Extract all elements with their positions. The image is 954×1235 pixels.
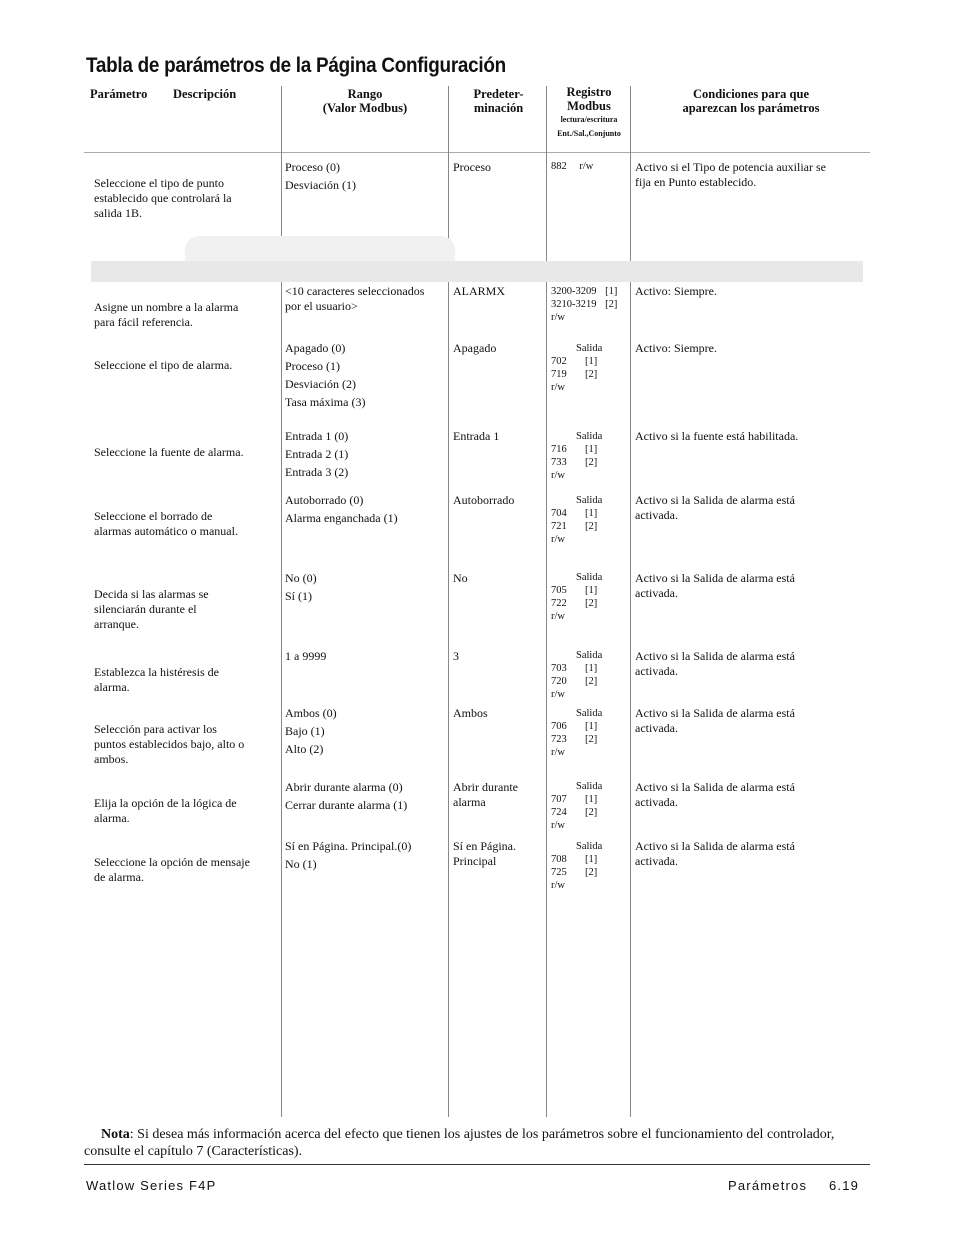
condition-line: activada. bbox=[635, 854, 678, 868]
register-index: [2] bbox=[585, 867, 598, 878]
row-default bbox=[453, 706, 488, 721]
description-line: establecido que controlará la bbox=[94, 191, 232, 205]
register-number: 708 bbox=[551, 854, 567, 865]
default-value: Entrada 1 bbox=[453, 429, 500, 443]
register-rw: r/w bbox=[551, 689, 565, 700]
range-option: Cerrar durante alarma (1) bbox=[285, 798, 408, 812]
register-salida: Salida bbox=[576, 572, 603, 583]
condition-line: fija en Punto establecido. bbox=[635, 175, 757, 189]
row-default bbox=[453, 341, 496, 356]
register-number: 719 bbox=[551, 369, 567, 380]
register-index: [1] bbox=[605, 286, 618, 297]
register-rw: r/w bbox=[551, 880, 565, 891]
register-line bbox=[551, 793, 602, 806]
default-value: Principal bbox=[453, 854, 497, 868]
condition-line: Activo si la fuente está habilitada. bbox=[635, 429, 799, 443]
description-line: alarma. bbox=[94, 680, 130, 694]
range-option: Desviación (2) bbox=[285, 377, 356, 391]
default-value: Apagado bbox=[453, 341, 497, 355]
condition-line: Activo si la Salida de alarma está bbox=[635, 706, 795, 720]
register-salida: Salida bbox=[576, 650, 603, 661]
register-number: 716 bbox=[551, 444, 567, 455]
row-conditions bbox=[635, 780, 865, 810]
register-index: [1] bbox=[585, 585, 598, 596]
condition-line: activada. bbox=[635, 586, 678, 600]
header-rango bbox=[285, 87, 445, 115]
register-line bbox=[551, 520, 602, 533]
register-index: [2] bbox=[585, 369, 598, 380]
row-register bbox=[551, 494, 602, 546]
register-index: [2] bbox=[605, 299, 618, 310]
description-line: ambos. bbox=[94, 752, 129, 766]
range-option: Desviación (1) bbox=[285, 178, 356, 192]
footer-page-number: 6.19 bbox=[829, 1178, 860, 1193]
row-default bbox=[453, 649, 459, 664]
row-description bbox=[94, 855, 280, 885]
row-conditions bbox=[635, 429, 865, 444]
range-option: Entrada 1 (0) bbox=[285, 429, 349, 443]
register-line bbox=[551, 285, 617, 298]
register-rw: r/w bbox=[551, 312, 565, 323]
header-cond-line1: Condiciones para que bbox=[693, 87, 809, 101]
register-line bbox=[551, 853, 602, 866]
register-line bbox=[551, 298, 617, 311]
register-rw: r/w bbox=[551, 534, 565, 545]
default-value: Autoborrado bbox=[453, 493, 515, 507]
row-range bbox=[285, 839, 411, 875]
row-description bbox=[94, 796, 279, 826]
description-line: salida 1B. bbox=[94, 206, 142, 220]
row-conditions bbox=[635, 571, 865, 601]
register-index: [1] bbox=[585, 794, 598, 805]
row-conditions bbox=[635, 341, 865, 356]
header-rango-line1: Rango bbox=[347, 87, 383, 101]
condition-line: Activo si la Salida de alarma está bbox=[635, 839, 795, 853]
register-number: 725 bbox=[551, 867, 567, 878]
register-index: [1] bbox=[585, 721, 598, 732]
range-option: Sí (1) bbox=[285, 589, 312, 603]
register-line bbox=[551, 368, 602, 381]
register-line bbox=[551, 597, 602, 610]
row-register bbox=[551, 649, 602, 701]
condition-line: Activo si el Tipo de potencia auxiliar se bbox=[635, 160, 826, 174]
row-default bbox=[453, 780, 518, 810]
register-index: [1] bbox=[585, 356, 598, 367]
description-line: alarmas automático o manual. bbox=[94, 524, 238, 538]
section-band bbox=[91, 261, 863, 282]
range-option: Ambos (0) bbox=[285, 706, 337, 720]
default-value: Ambos bbox=[453, 706, 488, 720]
default-value: 3 bbox=[453, 649, 459, 663]
row-range bbox=[285, 429, 348, 483]
row-range bbox=[285, 284, 445, 314]
register-line bbox=[551, 662, 602, 675]
row-range bbox=[285, 341, 365, 413]
description-line: Establezca la histéresis de bbox=[94, 665, 219, 679]
register-number: 705 bbox=[551, 585, 567, 596]
footer-brand: Watlow Series F4P bbox=[86, 1178, 217, 1193]
description-line: Seleccione el tipo de punto bbox=[94, 176, 224, 190]
register-line bbox=[551, 720, 602, 733]
default-value: alarma bbox=[453, 795, 486, 809]
header-predeterminacion bbox=[452, 87, 545, 115]
condition-line: Activo: Siempre. bbox=[635, 284, 717, 298]
register-line bbox=[551, 675, 602, 688]
row-range bbox=[285, 780, 407, 816]
register-line bbox=[551, 355, 602, 368]
range-option: Bajo (1) bbox=[285, 724, 325, 738]
register-number: 706 bbox=[551, 721, 567, 732]
register-number: 721 bbox=[551, 521, 567, 532]
description-line: Asigne un nombre a la alarma bbox=[94, 300, 239, 314]
row-register bbox=[551, 342, 602, 394]
register-index: [2] bbox=[585, 734, 598, 745]
description-line: arranque. bbox=[94, 617, 139, 631]
header-registro-sub2: Ent./Sal.,Conjunto bbox=[557, 129, 621, 138]
description-line: de alarma. bbox=[94, 870, 144, 884]
row-conditions bbox=[635, 284, 865, 299]
row-range bbox=[285, 493, 398, 529]
row-default bbox=[453, 284, 505, 299]
range-option: Alarma enganchada (1) bbox=[285, 511, 398, 525]
default-value: Abrir durante bbox=[453, 780, 518, 794]
page-title: Tabla de parámetros de la Página Configuración bbox=[86, 54, 506, 77]
description-line: puntos establecidos bajo, alto o bbox=[94, 737, 245, 751]
row-range bbox=[285, 571, 317, 607]
row-register bbox=[551, 840, 602, 892]
register-index: [1] bbox=[585, 508, 598, 519]
header-parametro: Parámetro bbox=[90, 87, 148, 101]
register-index: [1] bbox=[585, 444, 598, 455]
register-index: [2] bbox=[585, 598, 598, 609]
row-range bbox=[285, 706, 337, 760]
register-number: 733 bbox=[551, 457, 567, 468]
register-index: [2] bbox=[585, 676, 598, 687]
note-text: : Si desea más información acerca del efecto que tienen los ajustes de los parámetros sobre el funcionamiento del controlador, consulte el capítulo 7 (Características). bbox=[84, 1127, 835, 1159]
row-description bbox=[94, 587, 279, 632]
default-value: No bbox=[453, 571, 468, 585]
condition-line: activada. bbox=[635, 508, 678, 522]
section-tab-shape bbox=[185, 236, 455, 262]
header-registro-sub1: lectura/escritura bbox=[560, 115, 618, 124]
row-conditions bbox=[635, 649, 865, 679]
condition-line: Activo: Siempre. bbox=[635, 341, 717, 355]
row-default bbox=[453, 160, 491, 175]
description-line: Seleccione la fuente de alarma. bbox=[94, 445, 244, 459]
range-option: Apagado (0) bbox=[285, 341, 346, 355]
range-option: Sí en Página. Principal.(0) bbox=[285, 839, 412, 853]
range-option: Entrada 2 (1) bbox=[285, 447, 349, 461]
header-predet-line2: minación bbox=[473, 101, 524, 115]
register-number: 703 bbox=[551, 663, 567, 674]
column-divider bbox=[630, 86, 631, 1117]
register-number: 882 bbox=[551, 161, 567, 172]
condition-line: Activo si la Salida de alarma está bbox=[635, 493, 795, 507]
range-option: Alto (2) bbox=[285, 742, 324, 756]
register-number: 707 bbox=[551, 794, 567, 805]
header-descripcion: Descripción bbox=[173, 87, 237, 101]
condition-line: activada. bbox=[635, 795, 678, 809]
default-value: Sí en Página. bbox=[453, 839, 516, 853]
register-index: [2] bbox=[585, 521, 598, 532]
row-description bbox=[94, 445, 279, 460]
register-line bbox=[551, 733, 602, 746]
header-condiciones bbox=[633, 87, 869, 115]
description-line: Seleccione el borrado de bbox=[94, 509, 213, 523]
register-line bbox=[551, 443, 602, 456]
range-option: No (0) bbox=[285, 571, 317, 585]
column-divider bbox=[546, 86, 547, 1117]
register-number: 722 bbox=[551, 598, 567, 609]
range-option: Tasa máxima (3) bbox=[285, 395, 366, 409]
description-line: Elija la opción de la lógica de bbox=[94, 796, 237, 810]
condition-line: Activo si la Salida de alarma está bbox=[635, 571, 795, 585]
default-value: ALARMX bbox=[453, 284, 506, 298]
footer-rule bbox=[84, 1164, 870, 1165]
row-register bbox=[551, 707, 602, 759]
register-rw: r/w bbox=[551, 470, 565, 481]
footer-section: Parámetros bbox=[728, 1178, 808, 1193]
row-conditions bbox=[635, 839, 865, 869]
row-default bbox=[453, 571, 468, 586]
header-cond-line2: aparezcan los parámetros bbox=[682, 101, 820, 115]
register-index: [2] bbox=[585, 807, 598, 818]
row-description bbox=[94, 722, 279, 767]
description-line: Selección para activar los bbox=[94, 722, 217, 736]
row-description bbox=[94, 358, 279, 373]
description-line: para fácil referencia. bbox=[94, 315, 193, 329]
row-description bbox=[94, 509, 279, 539]
register-line bbox=[551, 456, 602, 469]
row-range bbox=[285, 649, 326, 664]
range-option: <10 caracteres seleccionados bbox=[285, 284, 425, 298]
description-line: silenciarán durante el bbox=[94, 602, 197, 616]
condition-line: activada. bbox=[635, 721, 678, 735]
note-label: Nota bbox=[101, 1127, 130, 1142]
register-range: 3200-3209 bbox=[551, 286, 597, 297]
range-option: Entrada 3 (2) bbox=[285, 465, 349, 479]
range-option: Proceso (0) bbox=[285, 160, 340, 174]
register-line bbox=[551, 507, 602, 520]
register-salida: Salida bbox=[576, 841, 603, 852]
row-conditions bbox=[635, 493, 865, 523]
register-line bbox=[551, 806, 602, 819]
header-registro bbox=[548, 85, 630, 141]
row-default bbox=[453, 839, 516, 869]
range-option: 1 a 9999 bbox=[285, 649, 327, 663]
register-range: 3210-3219 bbox=[551, 299, 597, 310]
register-number: 723 bbox=[551, 734, 567, 745]
row-range bbox=[285, 160, 356, 196]
row-description bbox=[94, 665, 279, 695]
register-number: 720 bbox=[551, 676, 567, 687]
row-conditions bbox=[635, 160, 865, 190]
range-option: Autoborrado (0) bbox=[285, 493, 364, 507]
row-description bbox=[94, 300, 279, 330]
header-rango-line2: (Valor Modbus) bbox=[322, 101, 408, 115]
condition-line: Activo si la Salida de alarma está bbox=[635, 649, 795, 663]
register-salida: Salida bbox=[576, 431, 603, 442]
header-predet-line1: Predeter- bbox=[473, 87, 524, 101]
condition-line: activada. bbox=[635, 664, 678, 678]
register-line bbox=[551, 866, 602, 879]
header-registro-line1: Registro bbox=[566, 85, 612, 99]
row-description bbox=[94, 176, 279, 221]
row-default bbox=[453, 493, 514, 508]
description-line: Seleccione el tipo de alarma. bbox=[94, 358, 233, 372]
range-option: No (1) bbox=[285, 857, 317, 871]
register-salida: Salida bbox=[576, 495, 603, 506]
register-rw: r/w bbox=[551, 820, 565, 831]
row-conditions bbox=[635, 706, 865, 736]
range-option: Proceso (1) bbox=[285, 359, 340, 373]
header-registro-line2: Modbus bbox=[567, 99, 611, 113]
register-salida: Salida bbox=[576, 781, 603, 792]
register-rw: r/w bbox=[579, 161, 594, 172]
row-register bbox=[551, 285, 617, 324]
register-number: 704 bbox=[551, 508, 567, 519]
footnote bbox=[84, 1126, 864, 1160]
register-rw: r/w bbox=[551, 382, 565, 393]
row-register bbox=[551, 430, 602, 482]
register-salida: Salida bbox=[576, 708, 603, 719]
register-number: 702 bbox=[551, 356, 567, 367]
register-index: [2] bbox=[585, 457, 598, 468]
row-register bbox=[551, 571, 602, 623]
range-option: Abrir durante alarma (0) bbox=[285, 780, 403, 794]
register-line bbox=[551, 584, 602, 597]
register-number: 724 bbox=[551, 807, 567, 818]
description-line: alarma. bbox=[94, 811, 130, 825]
description-line: Seleccione la opción de mensaje bbox=[94, 855, 250, 869]
row-default bbox=[453, 429, 499, 444]
register-salida: Salida bbox=[576, 343, 603, 354]
row-register bbox=[551, 160, 593, 173]
range-option: por el usuario> bbox=[285, 299, 358, 313]
header-divider bbox=[84, 152, 870, 153]
description-line: Decida si las alarmas se bbox=[94, 587, 209, 601]
register-rw: r/w bbox=[551, 747, 565, 758]
register-rw: r/w bbox=[551, 611, 565, 622]
register-index: [1] bbox=[585, 854, 598, 865]
default-value: Proceso bbox=[453, 160, 491, 174]
register-index: [1] bbox=[585, 663, 598, 674]
condition-line: Activo si la Salida de alarma está bbox=[635, 780, 795, 794]
row-register bbox=[551, 780, 602, 832]
